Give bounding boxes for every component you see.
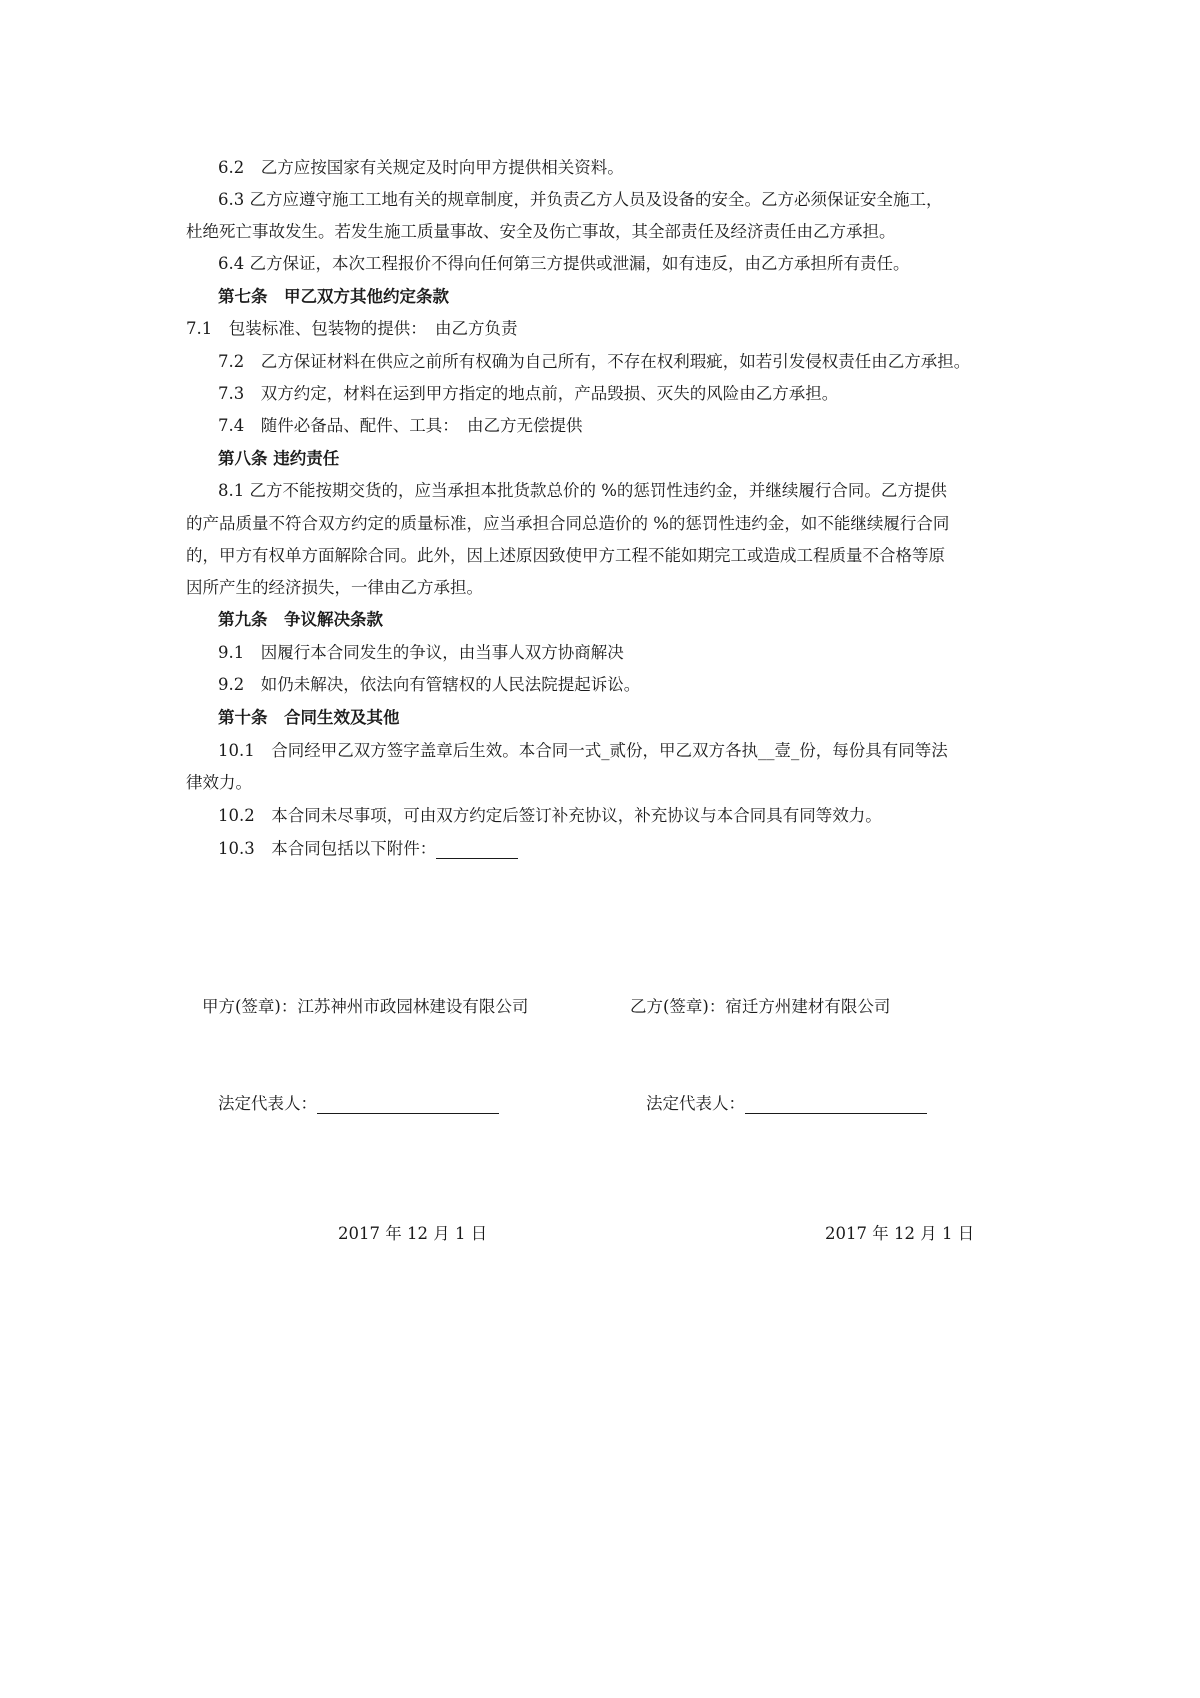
clause-8-heading: 第八条 违约责任 (218, 449, 340, 468)
party-a-date: 2017 年 12 月 1 日 (338, 1224, 488, 1243)
clause-10-2: 10.2 本合同未尽事项，可由双方约定后签订补充协议，补充协议与本合同具有同等效力。 (218, 806, 882, 825)
clause-8-1-line-2: 的产品质量不符合双方约定的质量标准，应当承担合同总造价的 %的惩罚性违约金，如不能继续履行合同 (186, 514, 950, 533)
party-b-representative-label: 法定代表人： (646, 1094, 745, 1113)
clause-6-3-line-2: 杜绝死亡事故发生。若发生施工质量事故、安全及伤亡事故，其全部责任及经济责任由乙方承担。 (186, 222, 896, 241)
clause-8-1-line-4: 因所产生的经济损失，一律由乙方承担。 (186, 578, 483, 597)
party-b-representative-blank (745, 1095, 927, 1114)
party-a-signature: 甲方(签章)：江苏神州市政园林建设有限公司 (202, 997, 529, 1016)
clause-8-1-line-1: 8.1 乙方不能按期交货的，应当承担本批货款总价的 %的惩罚性违约金，并继续履行合同。乙方提供 (218, 481, 947, 500)
party-a-representative-blank (317, 1095, 499, 1114)
clause-10-1-line-2: 律效力。 (186, 773, 252, 792)
clause-7-2: 7.2 乙方保证材料在供应之前所有权确为自己所有，不存在权利瑕疵，如若引发侵权责任由乙方承担。 (218, 352, 971, 371)
attachment-blank-line (436, 840, 518, 859)
clause-7-3: 7.3 双方约定，材料在运到甲方指定的地点前，产品毁损、灭失的风险由乙方承担。 (218, 384, 839, 403)
clause-9-heading: 第九条 争议解决条款 (218, 610, 383, 629)
clause-7-4: 7.4 随件必备品、配件、工具： 由乙方无偿提供 (218, 416, 583, 435)
clause-6-2: 6.2 乙方应按国家有关规定及时向甲方提供相关资料。 (218, 158, 624, 177)
clause-10-3-text: 10.3 本合同包括以下附件： (218, 839, 437, 858)
clause-7-heading: 第七条 甲乙双方其他约定条款 (218, 287, 449, 306)
clause-10-3 (218, 839, 518, 859)
clause-6-4: 6.4 乙方保证，本次工程报价不得向任何第三方提供或泄漏，如有违反，由乙方承担所有责任。 (218, 254, 910, 273)
clause-10-heading: 第十条 合同生效及其他 (218, 708, 400, 727)
clause-9-2: 9.2 如仍未解决，依法向有管辖权的人民法院提起诉讼。 (218, 675, 641, 694)
party-b-signature: 乙方(签章)：宿迁方州建材有限公司 (630, 997, 891, 1016)
party-b-date: 2017 年 12 月 1 日 (825, 1224, 975, 1243)
party-b-representative (646, 1094, 927, 1114)
party-a-representative-label: 法定代表人： (218, 1094, 317, 1113)
clause-10-1-line-1: 10.1 合同经甲乙双方签字盖章后生效。本合同一式_贰份，甲乙双方各执__壹_份，每份具有同等法 (218, 741, 948, 760)
clause-7-1: 7.1 包装标准、包装物的提供： 由乙方负责 (186, 319, 518, 338)
clause-6-3-line-1: 6.3 乙方应遵守施工工地有关的规章制度，并负责乙方人员及设备的安全。乙方必须保证安全施工， (218, 190, 943, 209)
clause-9-1: 9.1 因履行本合同发生的争议，由当事人双方协商解决 (218, 643, 624, 662)
party-a-representative (218, 1094, 499, 1114)
clause-8-1-line-3: 的，甲方有权单方面解除合同。此外，因上述原因致使甲方工程不能如期完工或造成工程质量不合格等原 (186, 546, 945, 565)
